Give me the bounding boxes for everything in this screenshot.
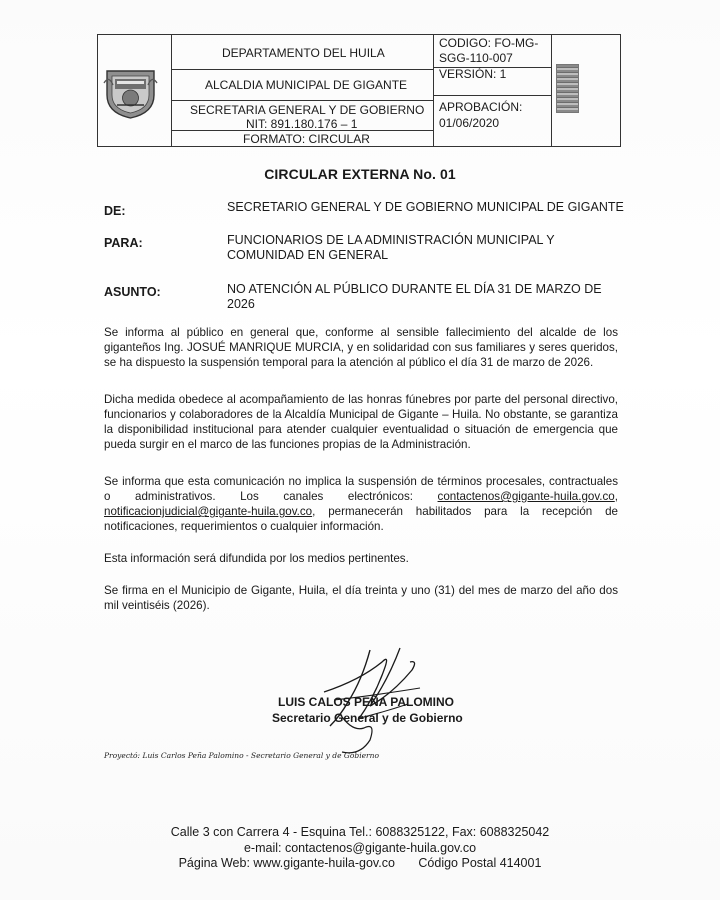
paragraph-3-text-a: Se informa que esta comunicación no implica la suspensión de términos procesales, contractuales o administrativos. Los canales electrónicos: [104,475,618,503]
de-value: SECRETARIO GENERAL Y DE GOBIERNO MUNICIPAL DE GIGANTE [227,200,624,214]
footer-email: e-mail: contactenos@gigante-huila.gov.co [243,841,477,855]
asunto-value: NO ATENCIÓN AL PÚBLICO DURANTE EL DÍA 31 DE MARZO DE 2026 [227,282,602,311]
qr-code-icon [556,64,579,113]
signer-role: Secretario General y de Gobierno [272,711,463,725]
footer-postal-code: Código Postal 414001 [418,856,542,870]
aprobacion-label: APROBACIÓN: [439,100,523,114]
codigo-line1: CODIGO: FO-MG- [439,36,539,50]
municipal-coat-of-arms-icon [103,65,158,120]
footer-address: Calle 3 con Carrera 4 - Esquina Tel.: 6088325122, Fax: 6088325042 [170,825,550,839]
paragraph-3-separator: , [614,490,618,503]
paragraph-3 [104,474,618,534]
signer-name: LUIS CALOS PEÑA PALOMINO [278,695,455,709]
paragraph-5: Se firma en el Municipio de Gigante, Huila, el día treinta y uno (31) del mes de marzo del año dos mil veintiséis (2026). [104,584,618,612]
nit-number: NIT: 891.180.176 – 1 [246,117,358,131]
department-name: DEPARTAMENTO DEL HUILA [222,46,385,60]
footer-website[interactable]: Página Web: www.gigante-huila-gov.co [178,856,395,870]
proyecto-note: Proyectó: Luis Carlos Peña Palomino - Secretario General y de Gobierno [104,751,379,760]
paragraph-1: Se informa al público en general que, conforme al sensible fallecimiento del alcalde de los giganteños Ing. JOSUÉ MANRIQUE MURCIA, y en solidaridad con sus familiares y seres queridos, se ha dispuesto la suspensión temporal para la atención al público el día 31 de marzo de 2026. [104,326,618,369]
asunto-label: ASUNTO: [104,285,161,299]
para-value: FUNCIONARIOS DE LA ADMINISTRACIÓN MUNICIPAL Y COMUNIDAD EN GENERAL [227,233,555,262]
alcaldia-name: ALCALDIA MUNICIPAL DE GIGANTE [205,78,408,92]
secretaria-name: SECRETARIA GENERAL Y DE GOBIERNO [190,103,425,117]
version-label: VERSIÓN: 1 [439,67,507,81]
de-label: DE: [104,204,126,218]
judicial-email-link[interactable]: notificacionjudicial@gigante-huila.gov.co [104,505,313,518]
paragraph-3-text-b: , permanecerán habilitados para la recepción de notificaciones, requerimientos o cualquier información. [104,505,618,533]
paragraph-4: Esta información será difundida por los medios pertinentes. [104,552,409,565]
footer-web-postal [0,855,720,871]
codigo-line2: SGG-110-007 [439,51,513,65]
formato-label: FORMATO: CIRCULAR [243,132,370,146]
circular-title: CIRCULAR EXTERNA No. 01 [264,166,456,182]
para-label: PARA: [104,236,143,250]
aprobacion-date: 01/06/2020 [439,116,500,130]
contact-email-link[interactable]: contactenos@gigante-huila.gov.co [437,490,615,503]
paragraph-2: Dicha medida obedece al acompañamiento de las honras fúnebres por parte del personal directivo, funcionarios y colaboradores de la Alcaldía Municipal de Gigante – Huila. No obstante, se garantiza la disponibilidad institucional para atender cualquier eventualidad o situación de emergencia que pueda surgir en el marco de las funciones propias de la Administración. [104,393,618,451]
